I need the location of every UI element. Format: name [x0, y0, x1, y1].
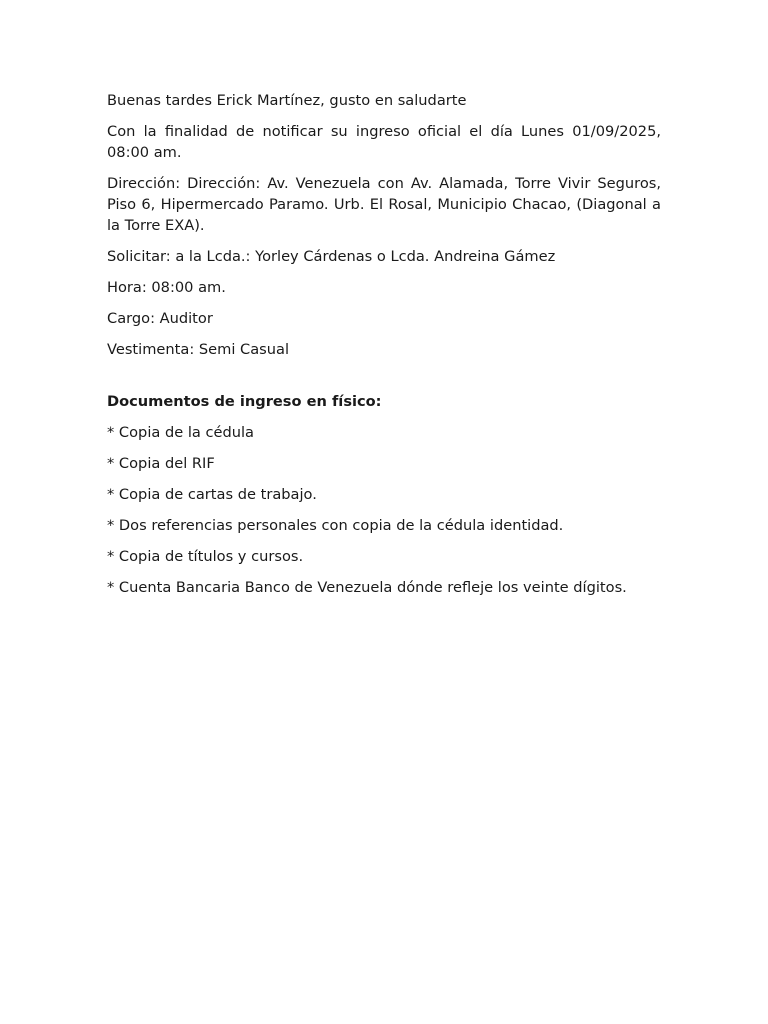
list-item: * Cuenta Bancaria Banco de Venezuela dónde refleje los veinte dígitos.	[107, 579, 627, 596]
list-item: * Copia de la cédula	[107, 424, 254, 441]
position-line: Cargo: Auditor	[107, 310, 213, 327]
blank-line	[107, 370, 661, 391]
list-item: * Copia del RIF	[107, 455, 215, 472]
request-line: Solicitar: a la Lcda.: Yorley Cárdenas o Lcda. Andreina Gámez	[107, 248, 556, 265]
address-paragraph: Dirección: Dirección: Av. Venezuela con Av. Alamada, Torre Vivir Seguros, Piso 6, Hipermercado Paramo. Urb. El Rosal, Municipio Chacao, (Diagonal a la Torre EXA).	[107, 175, 661, 234]
documents-list	[107, 422, 661, 598]
document-page	[107, 90, 661, 608]
attire-line: Vestimenta: Semi Casual	[107, 341, 290, 358]
hour-line: Hora: 08:00 am.	[107, 279, 226, 296]
list-item: * Copia de títulos y cursos.	[107, 548, 304, 565]
list-item: * Dos referencias personales con copia de la cédula identidad.	[107, 517, 564, 534]
notice-paragraph: Con la finalidad de notificar su ingreso oficial el día Lunes 01/09/2025, 08:00 am.	[107, 123, 661, 161]
list-item: * Copia de cartas de trabajo.	[107, 486, 317, 503]
greeting-line: Buenas tardes Erick Martínez, gusto en saludarte	[107, 92, 467, 109]
documents-heading: Documentos de ingreso en físico:	[107, 393, 382, 410]
